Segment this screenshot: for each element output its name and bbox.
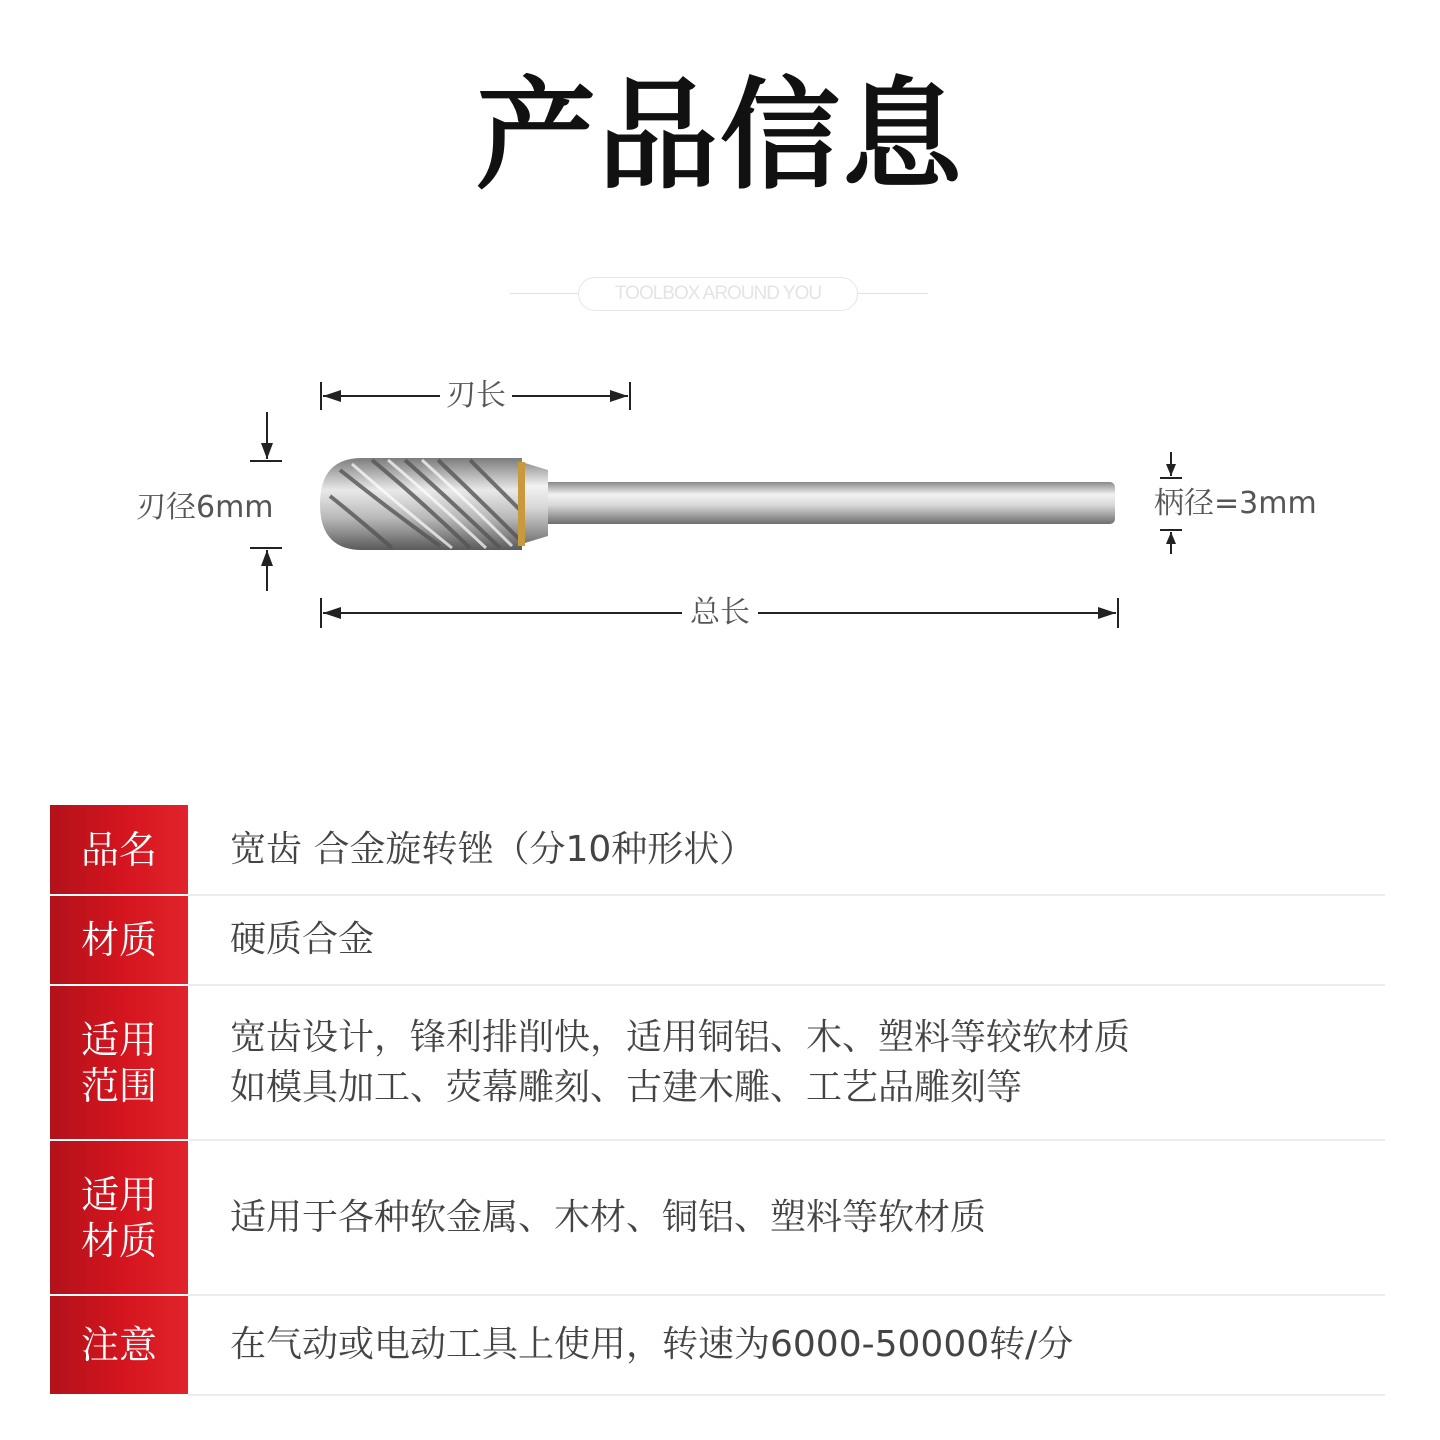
spec-value	[188, 985, 1385, 1140]
spec-label	[50, 1140, 188, 1295]
spec-value	[188, 805, 1385, 895]
spec-label	[50, 1295, 188, 1395]
spec-label	[50, 895, 188, 985]
spec-label	[50, 805, 188, 895]
spec-value-line: 适用于各种软金属、木材、铜铝、塑料等软材质	[230, 1196, 987, 1238]
spec-label-line: 范围	[80, 1063, 157, 1108]
spec-value-line: 宽齿设计，锋利排削快，适用铜铝、木、塑料等较软材质	[230, 1016, 1131, 1058]
page-title: 产品信息	[476, 67, 964, 206]
table-row	[50, 1140, 1385, 1295]
subtitle-divider-left	[510, 293, 578, 294]
spec-label	[50, 985, 188, 1140]
spec-label-line: 材质	[80, 1218, 157, 1263]
subtitle-badge: TOOLBOX AROUND YOU	[578, 277, 858, 311]
spec-value	[188, 1295, 1385, 1395]
spec-value-line: 宽齿 合金旋转锉（分10种形状）	[230, 828, 756, 870]
spec-label-line: 注意	[80, 1323, 157, 1367]
spec-label-line: 品名	[80, 827, 157, 872]
shank-diameter-label: 柄径=3mm	[1154, 484, 1317, 524]
carbide-burr-image	[320, 458, 1115, 550]
blade-diameter-label: 刃径6mm	[136, 488, 274, 528]
total-length-label: 总长	[682, 593, 758, 633]
table-row	[50, 805, 1385, 895]
spec-value-line: 硬质合金	[230, 919, 375, 960]
spec-label-line: 材质	[80, 918, 157, 962]
spec-table	[50, 805, 1385, 1396]
table-row	[50, 985, 1385, 1140]
spec-label-line: 适用	[80, 1017, 157, 1062]
table-row	[50, 1295, 1385, 1395]
spec-value	[188, 1140, 1385, 1295]
spec-value	[188, 895, 1385, 985]
spec-value-line: 如模具加工、荧幕雕刻、古建木雕、工艺品雕刻等	[230, 1066, 1023, 1108]
spec-label-line: 适用	[80, 1172, 157, 1217]
subtitle-divider-right	[858, 293, 928, 294]
blade-length-label: 刃长	[440, 376, 512, 416]
spec-value-line: 在气动或电动工具上使用，转速为6000-50000转/分	[230, 1324, 1074, 1365]
table-row	[50, 895, 1385, 985]
